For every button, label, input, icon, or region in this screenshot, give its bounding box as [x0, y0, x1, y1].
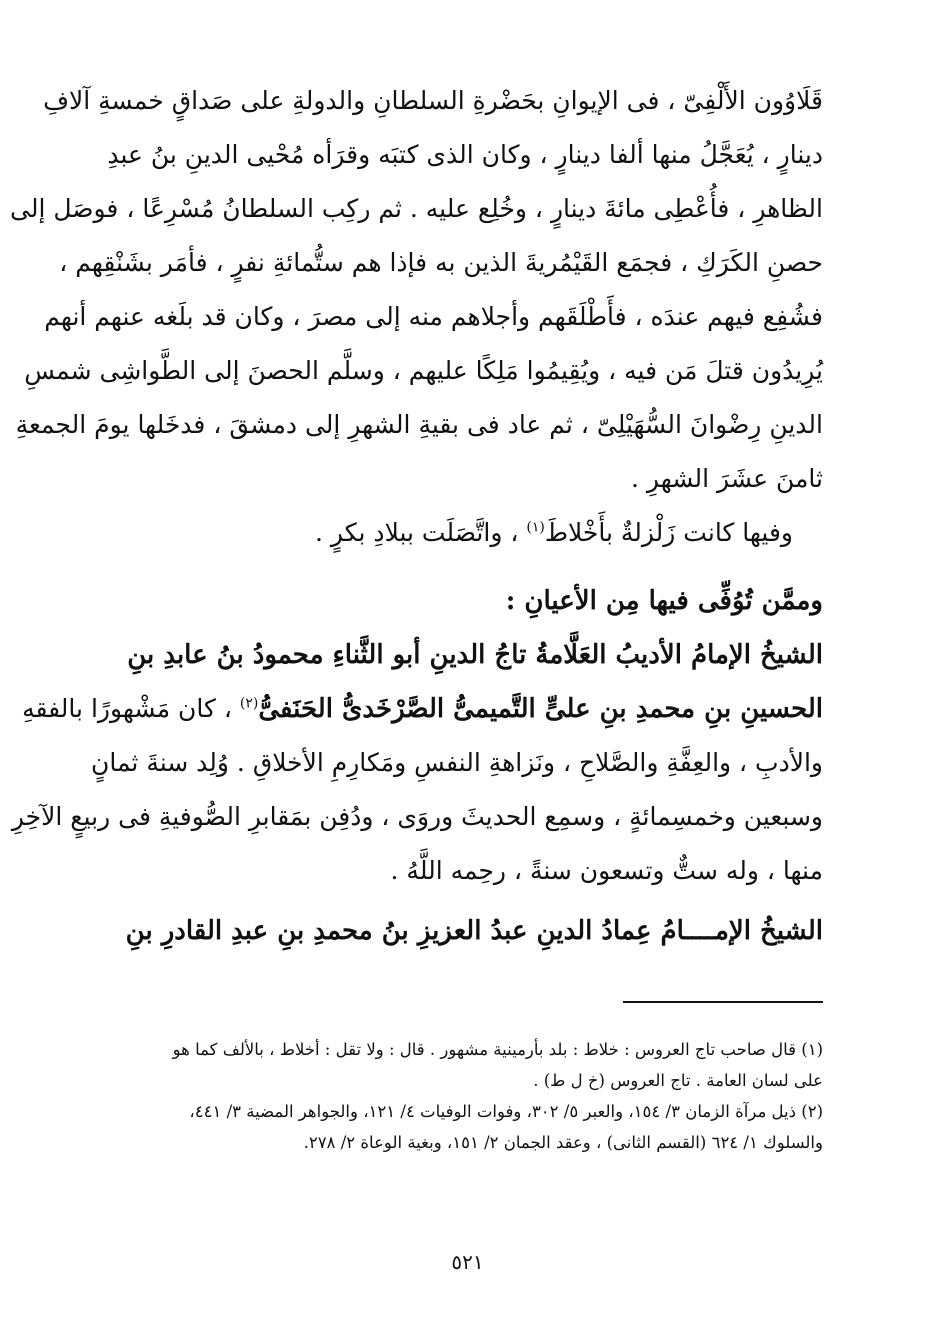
biography-name-line-2 — [22, 682, 823, 736]
text-line: يُرِيدُون قتلَ مَن فيه ، ويُقِيمُوا مَلِكًا عليهم ، وسلَّم الحصنَ إلى الطَّواشِى شمسِ — [24, 356, 823, 385]
footnote-line: والسلوك ١/ ٦٢٤ (القسم الثانى) ، وعقد الجمان ٢/ ١٥١، وبغية الوعاة ٢/ ٢٧٨. — [303, 1133, 823, 1152]
biography-text: ، كان مَشْهورًا بالفقهِ — [22, 694, 240, 723]
footnote-line: على لسان العامة . تاج العروس (خ ل ط) . — [533, 1071, 823, 1090]
text-line: ثامنَ عشَرَ الشهرِ . — [631, 464, 823, 493]
main-text-block — [10, 74, 823, 560]
earthquake-text: وفيها كانت زَلْزلةٌ بأَخْلاطَ — [544, 518, 793, 547]
biography-block — [11, 628, 823, 898]
footnote-line: (٢) ذيل مرآة الزمان ٣/ ١٥٤، والعبر ٥/ ٣٠٢، وفوات الوفيات ٤/ ١٢١، والجواهر المضية ٣/ ٤٤١، — [189, 1102, 823, 1121]
text-line: قَلَاوُون الأَلْفِىّ ، فى الإيوانِ بحَضْرةِ السلطانِ والدولةِ على صَداقٍ خمسةِ آلافِ — [43, 86, 823, 115]
footnote-ref-1[interactable]: (١) — [526, 519, 545, 536]
page-number: ٥٢١ — [451, 1250, 484, 1274]
earthquake-line — [118, 506, 823, 560]
footnote-ref-2[interactable]: (٢) — [239, 695, 259, 712]
text-line: دينارٍ ، يُعَجَّلُ منها ألفا دينارٍ ، وكان الذى كتبَه وقرَأه مُحْيى الدينِ بنُ عبدِ — [107, 140, 823, 169]
biography-name: الحسينِ بنِ محمدِ بنِ علىٍّ التَّميمىُّ الصَّرْخَدىُّ الحَنَفىُّ — [258, 694, 823, 724]
section-heading: وممَّن تُوُفِّى فيها مِن الأعيانِ : — [505, 586, 823, 616]
text-line: وسبعين وخمسِمائةٍ ، وسمِع الحديثَ وروَى ، ودُفِن بمَقابرِ الصُّوفيةِ فى ربيعٍ الآخِرِ — [11, 802, 823, 831]
text-line: فشُفِع فيهم عندَه ، فأَطْلَقَهم وأجلاهم منه إلى مصرَ ، وكان قد بلَغه عنهم أنهم — [44, 302, 823, 331]
text-line: والأدبِ ، والعِفَّةِ والصَّلاحِ ، ونَزاهةِ النفسِ ومَكارِمِ الأخلاقِ . وُلِد سنةَ ثمانٍ — [91, 748, 823, 777]
footnote-divider — [623, 1001, 823, 1003]
text-line: منها ، وله ستٌّ وتسعون سنةً ، رحِمه اللَّهُ . — [390, 856, 823, 885]
text-line: حصنِ الكَرَكِ ، فجمَع القَيْمُريةَ الذين به فإذا هم ستُّمائةِ نفرٍ ، فأمَر بشَنْقِهم ، — [59, 248, 823, 277]
footnote-line: (١) قال صاحب تاج العروس : خلاط : بلد بأرمينية مشهور . قال : ولا تقل : أخلاط ، بالألف كما هو — [172, 1040, 823, 1059]
footnotes-block — [118, 1034, 823, 1158]
earthquake-text-rest: ، واتَّصَلَت ببلادِ بكرٍ . — [315, 518, 527, 547]
text-line: الدينِ رِضْوانَ السُّهَيْلِىّ ، ثم عاد فى بقيةِ الشهرِ إلى دمشقَ ، فدخَلها يومَ الجمعةِ — [15, 410, 823, 439]
next-entry-heading: الشيخُ الإمــــامُ عِمادُ الدينِ عبدُ العزيزِ بنُ محمدِ بنِ عبدِ القادرِ بنِ — [125, 916, 823, 946]
text-line: الظاهرِ ، فأُعْطِى مائةَ دينارٍ ، وخُلِع عليه . ثم ركِب السلطانُ مُسْرِعًا ، فوصَل إلى — [10, 194, 823, 223]
biography-name-line: الشيخُ الإمامُ الأديبُ العَلَّامةُ تاجُ الدينِ أبو الثَّناءِ محمودُ بنُ عابدِ بنِ — [127, 640, 823, 670]
